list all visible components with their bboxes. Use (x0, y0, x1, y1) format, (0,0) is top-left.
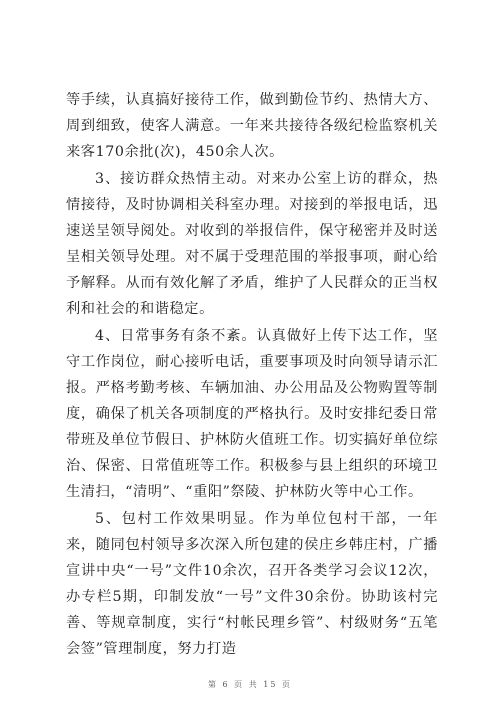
paragraph-1: 等手续，认真搞好接待工作，做到勤俭节约、热情大方、周到细致，使客人满意。一年来共接待各级纪检监察机关来客170余批(次)，450余人次。 (66, 92, 438, 160)
paragraph-3: 4、日常事务有条不紊。认真做好上传下达工作，坚守工作岗位，耐心接听电话，重要事项及时向领导请示汇报。严格考勤考核、车辆加油、办公用品及公物购置等制度，确保了机关各项制度的严格执行。及时安排纪委日常带班及单位节假日、护林防火值班工作。切实搞好单位综治、保密、日常值班等工作。积极参与县上组织的环境卫生清扫，“清明”、“重阳”祭陵、护林防火等中心工作。 (66, 328, 438, 500)
page-footer: 第 6 页 共 15 页 (208, 680, 292, 689)
paragraph-2: 3、接访群众热情主动。对来办公室上访的群众，热情接待，及时协调相关科室办理。对接到的举报电话，迅速送呈领导阅处。对收到的举报信件，保守秘密并及时送呈相关领导处理。对不属于受理范围的举报事项，耐心给予解释。从而有效化解了矛盾，维护了人民群众的正当权利和社会的和谐稳定。 (66, 171, 438, 317)
document-body (66, 87, 438, 662)
paragraph-4: 5、包村工作效果明显。作为单位包村干部，一年来，随同包村领导多次深入所包建的侯庄乡韩庄村，广播宣讲中央“一号”文件10余次，召开各类学习会议12次，办专栏5期，印制发放“一号”文件30余份。协助该村完善、等规章制度，实行“村帐民理乡管”、村级财务“五笔会签”管理制度，努力打造 (66, 511, 438, 657)
